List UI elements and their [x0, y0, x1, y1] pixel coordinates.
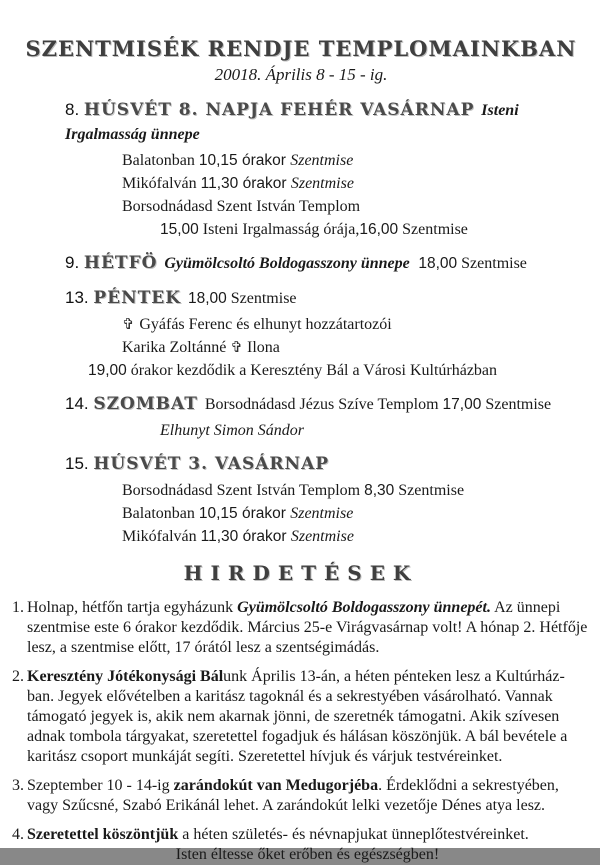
- mass-label: Szentmise: [398, 221, 468, 238]
- place: Mikófalván: [122, 175, 201, 192]
- mass-entry: [122, 479, 590, 502]
- day-title: HÚSVÉT 3. VASÁRNAP: [93, 454, 330, 474]
- announcements-title: HIRDETÉSEK: [183, 561, 419, 585]
- mass-entry: [122, 172, 590, 195]
- schedule-section-saturday: [12, 392, 590, 442]
- mass-label: Szentmise: [290, 528, 354, 545]
- day-title: HÚSVÉT 8. NAPJA FEHÉR VASÁRNAP: [83, 100, 482, 120]
- time: 18,00: [187, 290, 227, 307]
- feast-name: Isteni Irgalmasság ünnepe: [65, 102, 523, 143]
- announcement-item: [12, 776, 590, 816]
- time: 10,15 órakor: [198, 505, 291, 522]
- intention-name: Karika Zoltánné: [122, 339, 231, 356]
- announcement-segment: Keresztény Jótékonysági Bál: [27, 668, 224, 685]
- announcement-item: [12, 825, 590, 865]
- day-title: PÉNTEK: [93, 288, 188, 308]
- time: 19,00: [88, 362, 127, 379]
- mass-label: Szentmise: [290, 505, 354, 522]
- announcement-number: 2.: [12, 668, 24, 685]
- mass-label: Szentmise: [481, 396, 552, 413]
- page-title: SZENTMISÉK RENDJE TEMPLOMAINKBAN: [25, 36, 577, 61]
- mass-label: Szentmise: [457, 255, 527, 272]
- schedule-section-easter-3rd-sunday: [12, 452, 590, 548]
- schedule-heading: [65, 251, 590, 276]
- announcement-segment: Szeretettel köszöntjük: [27, 826, 179, 843]
- announcement-number: 4.: [12, 826, 24, 843]
- mass-entry: [122, 195, 590, 218]
- announcement-text: [27, 776, 590, 816]
- place: Borsodnádasd Szent István Templom: [122, 482, 365, 499]
- announcement-number: 3.: [12, 777, 24, 794]
- mass-label: Szentmise: [226, 290, 297, 307]
- mass-entry: [160, 218, 590, 241]
- time: 11,30 órakor: [200, 175, 291, 192]
- schedule-heading: [65, 98, 590, 147]
- announcement-text: [27, 598, 590, 658]
- day-title: HÉTFÖ: [83, 253, 165, 273]
- announcement-segment: unk Április 13-án, a héten pénteken lesz a Kultúrház-ban. Jegyek elővételben a karitász tagoknál és a sekrestyében vásárolható. Vannak támogató jegyek is, akik nem akarnak jönni, de szeretnék támogatni. Akik szívesen adnak tombola tárgyakat, szeretettel fogadjuk és hálásan köszönjük. A bál bevétele a karitász csoport munkáját segíti. Szeretettel hívjuk és várjuk testvéreinket.: [27, 668, 572, 765]
- announcement-text: [27, 667, 590, 767]
- announcement-segment: Gyümölcsoltó Boldogasszony ünnepét.: [237, 599, 491, 616]
- announcement-segment: Az ünnepi szentmise este 6 órakor kezdődik. Március 25-e Virágvasárnap volt! A hónap 2. Hétfője lesz, a szentmise előtt, 17 órától lesz a szentségimádás.: [27, 599, 592, 656]
- event-note: [88, 359, 590, 382]
- mass-entry: [122, 502, 590, 525]
- announcement-segment: zarándokút van Medugorjéba: [173, 777, 379, 794]
- announcement-segment: Holnap, hétfőn tartja egyházunk: [27, 599, 238, 616]
- mass-intention: [160, 419, 590, 442]
- schedule-heading: [65, 452, 590, 477]
- time: 8,30: [364, 482, 395, 499]
- announcement-number: 1.: [12, 599, 24, 616]
- schedule-section-friday: [12, 286, 590, 382]
- day-number: 9.: [65, 253, 84, 272]
- schedule-heading: [65, 392, 590, 417]
- day-number: 15.: [65, 454, 94, 473]
- event-label: Isteni Irgalmasság órája,: [198, 221, 360, 238]
- time: 16,00: [359, 221, 399, 238]
- time: 17,00: [442, 396, 482, 413]
- announcement-item: [12, 667, 590, 767]
- mass-label: Szentmise: [290, 152, 354, 169]
- day-title: SZOMBAT: [93, 394, 205, 414]
- place: Borsodnádasd Szent István Templom: [122, 198, 361, 215]
- intention-name: Ilona: [242, 339, 280, 356]
- day-number: 14.: [65, 394, 94, 413]
- mass-schedule: [12, 98, 590, 548]
- announcement-segment: Szeptember 10 - 14-ig: [27, 777, 174, 794]
- announcement-segment: . Érdeklődni a sekrestyében, vagy Szűcsné, Szabó Erikánál lehet. A zarándokút lelki vezetője Dénes atya lesz.: [27, 777, 563, 814]
- day-number: 13.: [65, 288, 94, 307]
- closing-blessing-line: Isten éltesse őket erőben és egészségben!: [175, 846, 440, 863]
- day-number: 8.: [65, 100, 84, 119]
- memorial-cross-icon: ✞: [122, 315, 140, 333]
- place: Mikófalván: [122, 528, 201, 545]
- mass-entry: [122, 149, 590, 172]
- place: Balatonban: [122, 152, 199, 169]
- intention-name: Gyáfás Ferenc és elhunyt hozzátartozói: [139, 316, 392, 333]
- place: Borsodnádasd Jézus Szíve Templom: [204, 396, 443, 413]
- time: 18,00: [409, 255, 458, 272]
- announcement-text: [27, 825, 590, 865]
- time: 15,00: [160, 221, 199, 238]
- schedule-section-easter-8th-day: [12, 98, 590, 241]
- mass-label: Szentmise: [290, 175, 354, 192]
- mass-intention: [122, 336, 590, 359]
- feast-name: Gyümölcsoltó Boldogasszony ünnepe: [164, 255, 410, 272]
- schedule-section-monday: [12, 251, 590, 276]
- schedule-heading: [65, 286, 590, 311]
- intention-name: Elhunyt Simon Sándor: [160, 422, 304, 439]
- event-text: órakor kezdődik a Keresztény Bál a Városi Kultúrházban: [126, 362, 498, 379]
- place: Balatonban: [122, 505, 199, 522]
- announcement-item: [12, 598, 590, 658]
- mass-entry: [122, 525, 590, 548]
- time: 10,15 órakor: [198, 152, 291, 169]
- memorial-cross-icon: ✞: [230, 338, 243, 356]
- announcement-segment: a héten születés- és névnapjukat ünneplőtestvéreinket.: [178, 826, 529, 843]
- time: 11,30 órakor: [200, 528, 291, 545]
- mass-intention: [122, 313, 590, 336]
- mass-label: Szentmise: [394, 482, 465, 499]
- page-subtitle: 20018. Április 8 - 15 - ig.: [214, 65, 388, 84]
- announcements-section: [12, 598, 590, 865]
